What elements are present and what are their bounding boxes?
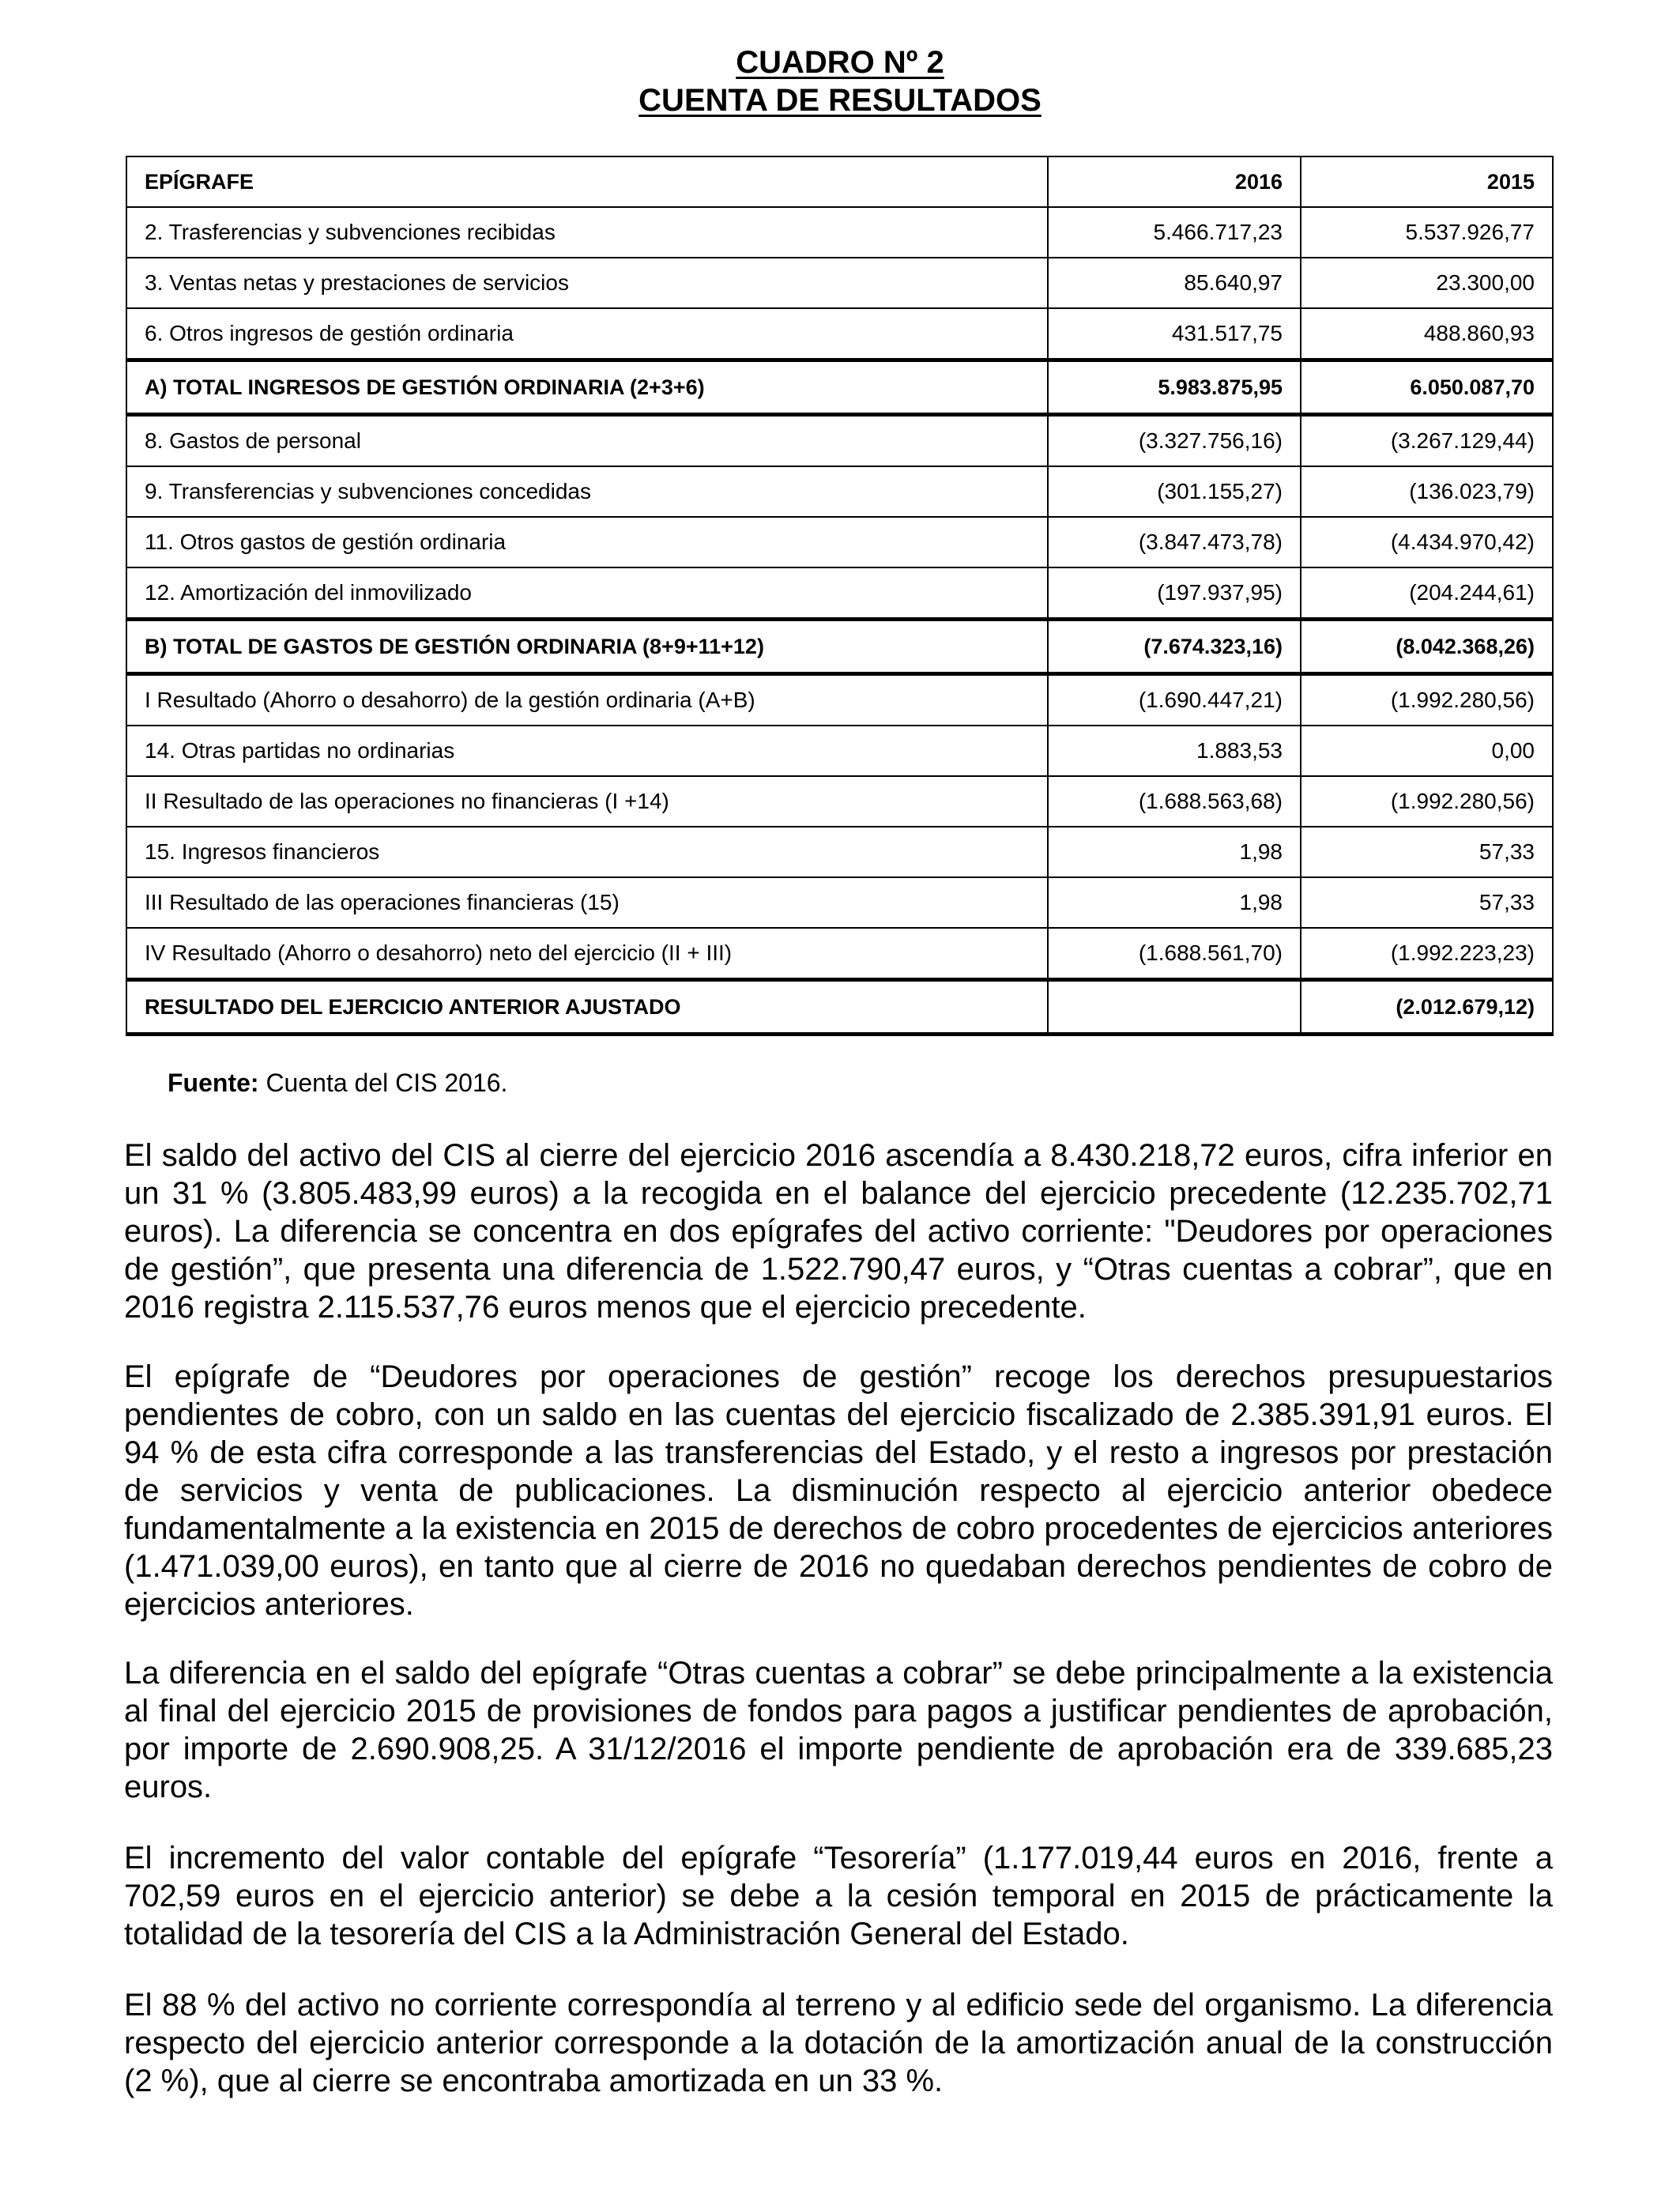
table-row [126, 308, 1553, 360]
row-label: 9. Transferencias y subvenciones concedidas [126, 466, 1048, 517]
value-2015: (2.012.679,12) [1301, 980, 1553, 1035]
value-2016: 1.883,53 [1048, 726, 1301, 776]
table-header-row [126, 156, 1553, 207]
table-row [126, 674, 1553, 726]
source-label: Fuente: [168, 1069, 259, 1097]
header-2015: 2015 [1301, 156, 1553, 207]
paragraph: El epígrafe de “Deudores por operaciones de gestión” recoge los derechos presupuestarios pendientes de cobro, con un saldo en las cuentas del ejercicio fiscalizado de 2.385.391,91 euros. El 94 % de esta cifra corresponde a las transferencias del Estado, y el resto a ingresos por prestación de servicios y venta de publicaciones. La disminución respecto al ejercicio anterior obedece fundamentalmente a la existencia en 2015 de derechos de cobro procedentes de ejercicios anteriores (1.471.039,00 euros), en tanto que al cierre de 2016 no quedaban derechos pendientes de cobro de ejercicios anteriores. [124, 1359, 1553, 1622]
table-row [126, 827, 1553, 877]
value-2016: 5.983.875,95 [1048, 360, 1301, 415]
row-label: 2. Trasferencias y subvenciones recibidas [126, 207, 1048, 258]
value-2015: (8.042.368,26) [1301, 620, 1553, 674]
table-row [126, 415, 1553, 467]
value-2016: 431.517,75 [1048, 308, 1301, 360]
row-label: 8. Gastos de personal [126, 415, 1048, 467]
row-label: II Resultado de las operaciones no financieras (I +14) [126, 776, 1048, 827]
paragraph: El incremento del valor contable del epígrafe “Tesorería” (1.177.019,44 euros en 2016, frente a 702,59 euros en el ejercicio anterior) se debe a la cesión temporal en 2015 de prácticamente la totalidad de la tesorería del CIS a la Administración General del Estado. [124, 1841, 1553, 1951]
row-label: RESULTADO DEL EJERCICIO ANTERIOR AJUSTADO [126, 980, 1048, 1035]
value-2015: (3.267.129,44) [1301, 415, 1553, 467]
row-label: A) TOTAL INGRESOS DE GESTIÓN ORDINARIA (2+3+6) [126, 360, 1048, 415]
table-row [126, 928, 1553, 980]
results-table [126, 156, 1554, 1036]
caption-number: CUADRO Nº 2 [736, 45, 944, 80]
paragraph: El 88 % del activo no corriente correspondía al terreno y al edificio sede del organismo. La diferencia respecto del ejercicio anterior corresponde a la dotación de la amortización anual de la construcción (2 %), que al cierre se encontraba amortizada en un 33 %. [124, 1988, 1553, 2098]
value-2015: 57,33 [1301, 877, 1553, 928]
row-label: 6. Otros ingresos de gestión ordinaria [126, 308, 1048, 360]
value-2016: (3.847.473,78) [1048, 517, 1301, 567]
paragraph: La diferencia en el saldo del epígrafe “Otras cuentas a cobrar” se debe principalmente a la existencia al final del ejercicio 2015 de provisiones de fondos para pagos a justificar pendientes de aprobación, por importe de 2.690.908,25. A 31/12/2016 el importe pendiente de aprobación era de 339.685,23 euros. [124, 1656, 1553, 1804]
value-2015: (204.244,61) [1301, 567, 1553, 620]
row-label: 11. Otros gastos de gestión ordinaria [126, 517, 1048, 567]
value-2015: (1.992.280,56) [1301, 776, 1553, 827]
row-label: 14. Otras partidas no ordinarias [126, 726, 1048, 776]
caption-title: CUENTA DE RESULTADOS [638, 83, 1042, 118]
value-2016: (3.327.756,16) [1048, 415, 1301, 467]
value-2016: (1.690.447,21) [1048, 674, 1301, 726]
table-row [126, 726, 1553, 776]
source-text: Cuenta del CIS 2016. [266, 1069, 508, 1097]
table-row [126, 776, 1553, 827]
header-epigrafe: EPÍGRAFE [126, 156, 1048, 207]
table-row [126, 466, 1553, 517]
total-row-income [126, 360, 1553, 415]
row-label: 15. Ingresos financieros [126, 827, 1048, 877]
value-2016: 1,98 [1048, 827, 1301, 877]
value-2016: (1.688.561,70) [1048, 928, 1301, 980]
value-2015: 57,33 [1301, 827, 1553, 877]
value-2015: (4.434.970,42) [1301, 517, 1553, 567]
value-2016: (301.155,27) [1048, 466, 1301, 517]
table-row [126, 517, 1553, 567]
table-row [126, 207, 1553, 258]
value-2015: 6.050.087,70 [1301, 360, 1553, 415]
value-2015: 23.300,00 [1301, 258, 1553, 308]
row-label: III Resultado de las operaciones financieras (15) [126, 877, 1048, 928]
row-label: B) TOTAL DE GASTOS DE GESTIÓN ORDINARIA (8+9+11+12) [126, 620, 1048, 674]
total-row-expenses [126, 620, 1553, 674]
value-2016: (1.688.563,68) [1048, 776, 1301, 827]
paragraph: El saldo del activo del CIS al cierre del ejercicio 2016 ascendía a 8.430.218,72 euros, cifra inferior en un 31 % (3.805.483,99 euros) a la recogida en el balance del ejercicio precedente (12.235.702,71 euros). La diferencia se concentra en dos epígrafes del activo corriente: "Deudores por operaciones de gestión”, que presenta una diferencia de 1.522.790,47 euros, y “Otras cuentas a cobrar”, que en 2016 registra 2.115.537,76 euros menos que el ejercicio precedente. [124, 1138, 1553, 1325]
value-2015: 0,00 [1301, 726, 1553, 776]
value-2016: 85.640,97 [1048, 258, 1301, 308]
value-2015: 488.860,93 [1301, 308, 1553, 360]
table-row [126, 567, 1553, 620]
value-2016: (7.674.323,16) [1048, 620, 1301, 674]
header-2016: 2016 [1048, 156, 1301, 207]
final-row [126, 980, 1553, 1035]
table-source [168, 1067, 507, 1099]
row-label: I Resultado (Ahorro o desahorro) de la gestión ordinaria (A+B) [126, 674, 1048, 726]
table-caption [0, 43, 1680, 119]
row-label: 12. Amortización del inmovilizado [126, 567, 1048, 620]
value-2016: 1,98 [1048, 877, 1301, 928]
row-label: IV Resultado (Ahorro o desahorro) neto del ejercicio (II + III) [126, 928, 1048, 980]
table-row [126, 258, 1553, 308]
value-2015: (136.023,79) [1301, 466, 1553, 517]
value-2015: (1.992.223,23) [1301, 928, 1553, 980]
row-label: 3. Ventas netas y prestaciones de servicios [126, 258, 1048, 308]
value-2015: (1.992.280,56) [1301, 674, 1553, 726]
value-2016 [1048, 980, 1301, 1035]
table-row [126, 877, 1553, 928]
value-2015: 5.537.926,77 [1301, 207, 1553, 258]
value-2016: (197.937,95) [1048, 567, 1301, 620]
value-2016: 5.466.717,23 [1048, 207, 1301, 258]
